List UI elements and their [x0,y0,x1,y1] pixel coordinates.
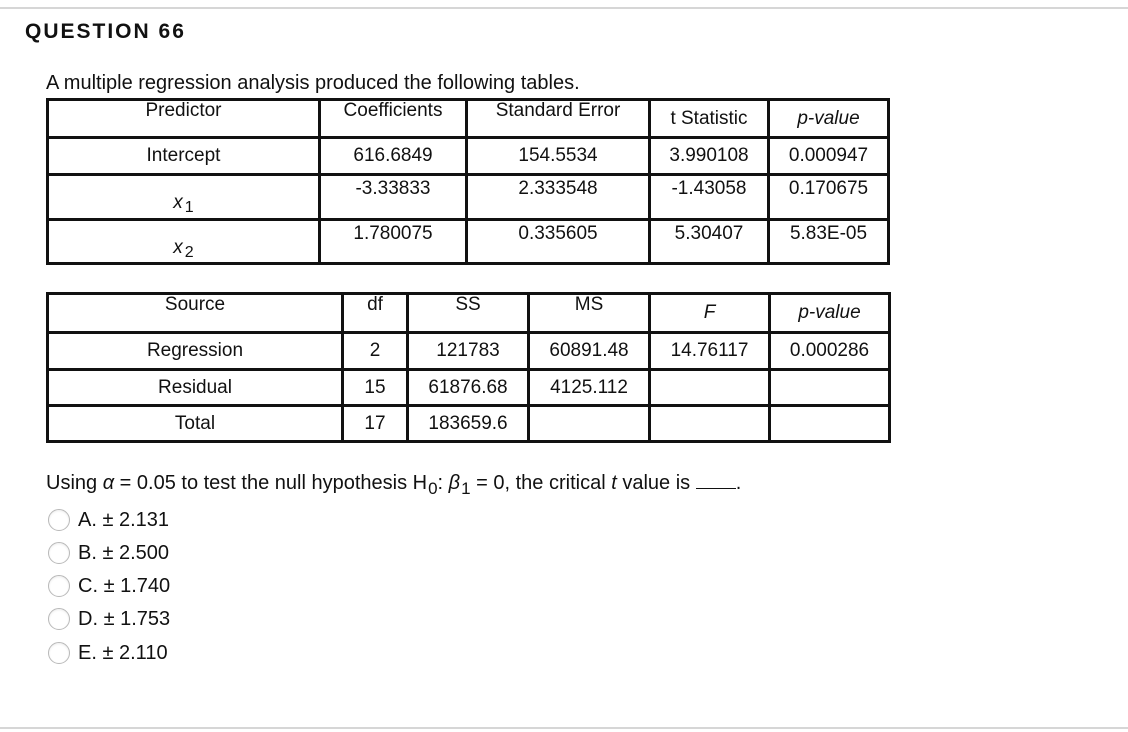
coefficient-cell: 1.780075 [320,220,467,264]
radio-button[interactable] [48,575,70,597]
ss-cell: 121783 [408,333,529,370]
ms-cell: 60891.48 [529,333,650,370]
header-coefficients: Coefficients [320,100,467,138]
p-value-cell [770,406,890,442]
source-cell: Residual [48,370,343,406]
table-row [48,333,890,370]
option-a[interactable] [48,507,169,533]
answer-blank [696,470,736,489]
option-label: B. ± 2.500 [78,541,170,564]
header-source: Source [48,294,343,333]
predictor-cell: Intercept [48,138,320,175]
option-label: D. ± 1.753 [78,607,171,630]
header-f: F [650,294,770,333]
header-predictor: Predictor [48,100,320,138]
radio-button[interactable] [48,509,70,531]
p-value-cell: 0.170675 [769,175,889,220]
ss-cell: 183659.6 [408,406,529,442]
ss-cell: 61876.68 [408,370,529,406]
question-title: QUESTION 66 [25,20,186,43]
t-stat-cell: -1.43058 [650,175,769,220]
p-value-cell: 0.000947 [769,138,889,175]
coefficients-header-row [48,100,889,138]
bottom-divider [0,727,1128,729]
p-value-cell: 5.83E-05 [769,220,889,264]
ms-cell: 4125.112 [529,370,650,406]
anova-header-row [48,294,890,333]
table-row [48,370,890,406]
beta-symbol: β [448,472,461,494]
std-error-cell: 2.333548 [467,175,650,220]
table-row [48,406,890,442]
radio-button[interactable] [48,542,70,564]
option-e[interactable] [48,640,168,666]
df-cell: 17 [343,406,408,442]
coefficients-table [46,98,890,265]
header-standard-error: Standard Error [467,100,650,138]
radio-button[interactable] [48,642,70,664]
std-error-cell: 0.335605 [467,220,650,264]
ms-cell [529,406,650,442]
table-row [48,138,889,175]
top-divider [0,7,1128,9]
df-cell: 15 [343,370,408,406]
alpha-symbol: α [102,472,115,494]
option-label: E. ± 2.110 [78,641,168,664]
header-ss: SS [408,294,529,333]
header-t-statistic: t Statistic [650,100,769,138]
p-value-cell: 0.000286 [770,333,890,370]
header-df: df [343,294,408,333]
question-intro: A multiple regression analysis produced the following tables. [46,72,580,94]
header-p-value: p-value [770,294,890,333]
option-c[interactable] [48,573,170,599]
f-cell: 14.76117 [650,333,770,370]
header-p-value: p-value [769,100,889,138]
t-stat-cell: 3.990108 [650,138,769,175]
header-ms: MS [529,294,650,333]
predictor-cell: x 2 [48,220,320,264]
source-cell: Total [48,406,343,442]
source-cell: Regression [48,333,343,370]
table-row [48,220,889,264]
anova-table [46,292,891,443]
f-cell [650,370,770,406]
t-stat-cell: 5.30407 [650,220,769,264]
option-label: C. ± 1.740 [78,574,171,597]
p-value-cell [770,370,890,406]
table-row [48,175,889,220]
f-cell [650,406,770,442]
predictor-cell: x 1 [48,175,320,220]
df-cell: 2 [343,333,408,370]
coefficient-cell: -3.33833 [320,175,467,220]
coefficient-cell: 616.6849 [320,138,467,175]
std-error-cell: 154.5534 [467,138,650,175]
question-prompt: Using α = 0.05 to test the null hypothesis $H_0$: $\beta_1 = 0$, the critical t value is . [46,472,742,498]
option-d[interactable] [48,606,170,632]
option-label: A. ± 2.131 [78,508,170,531]
option-b[interactable] [48,540,169,566]
radio-button[interactable] [48,608,70,630]
